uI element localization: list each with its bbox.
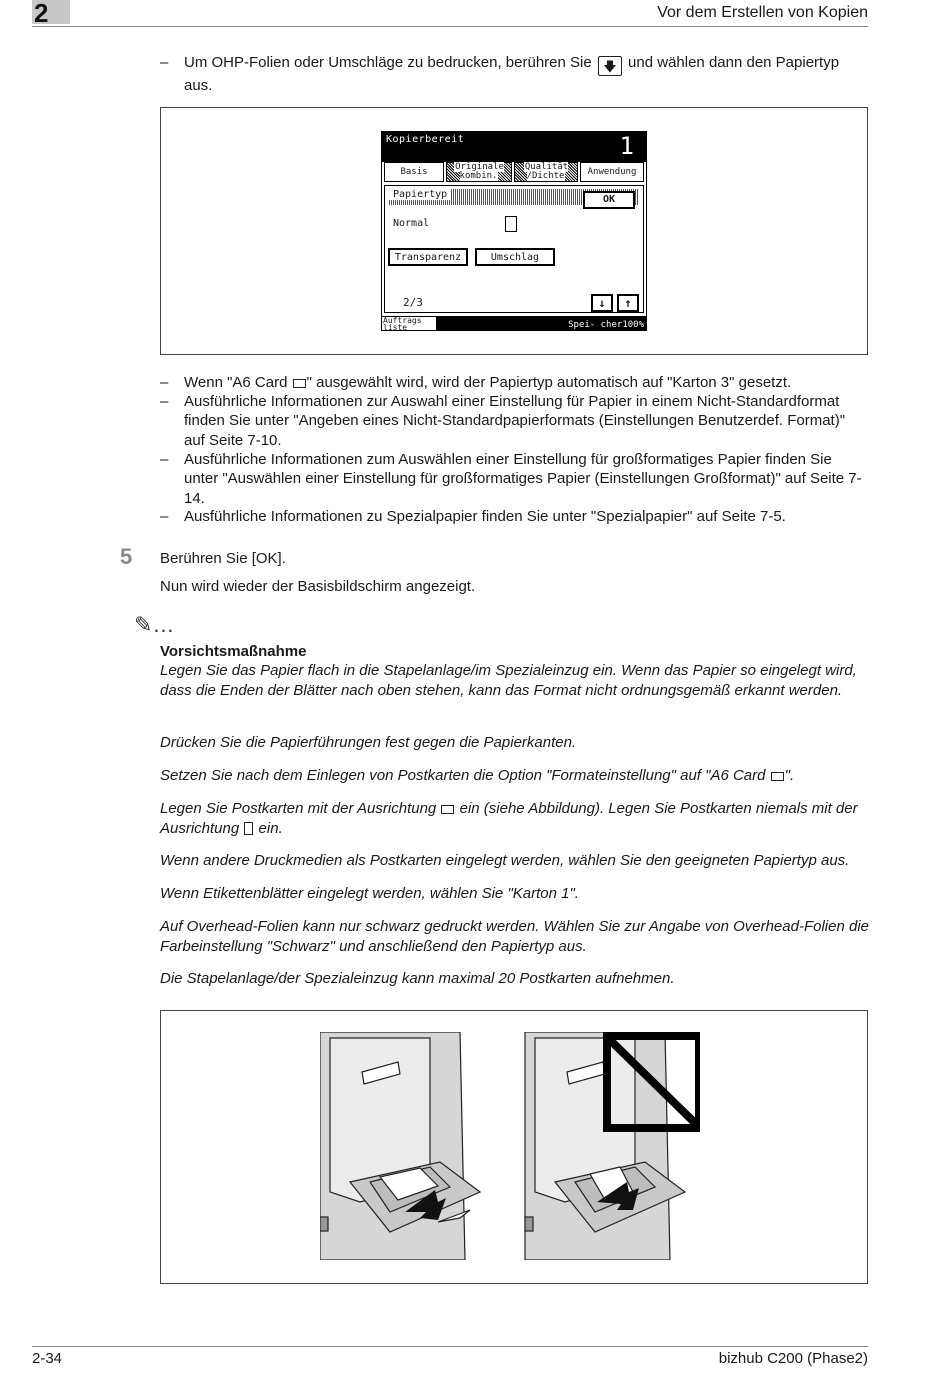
bullet-a6card: – Wenn "A6 Card " ausgewählt wird, wird der Papiertyp automatisch auf "Karton 3" gesetzt.	[160, 374, 792, 391]
job-list-button[interactable]: Auftrags liste	[382, 316, 436, 330]
landscape-card-icon	[293, 379, 306, 388]
up-arrow-icon[interactable]: ↑	[617, 294, 639, 312]
tab-basis[interactable]: Basis	[384, 162, 444, 182]
footer-divider	[32, 1346, 868, 1347]
page-number: 2-34	[32, 1350, 63, 1367]
note-paragraph: Drücken Sie die Papierführungen fest gegen die Papierkanten.	[160, 734, 577, 751]
status-bar	[382, 132, 646, 162]
product-name: bizhub C200 (Phase2)	[718, 1350, 868, 1367]
note-paragraph: Wenn andere Druckmedien als Postkarten eingelegt werden, wählen Sie den geeigneten Papiertyp aus.	[160, 852, 850, 869]
down-arrow-icon: 🡇	[598, 56, 622, 76]
note-paragraph: Legen Sie Postkarten mit der Ausrichtung ein (siehe Abbildung). Legen Sie Postkarten niemals mit der Ausrichtung ein.	[160, 800, 858, 837]
normal-label: Normal	[393, 218, 430, 229]
down-arrow-icon[interactable]: ↓	[591, 294, 613, 312]
step-result: Nun wird wieder der Basisbildschirm angezeigt.	[160, 578, 476, 595]
tab-qualitaet-dichte[interactable]: Qualität /Dichte	[514, 162, 578, 182]
bottom-bar	[382, 316, 646, 330]
landscape-card-icon	[441, 805, 454, 814]
landscape-card-icon	[771, 772, 784, 781]
note-paragraph: Legen Sie das Papier flach in die Stapelanlage/im Spezialeinzug ein. Wenn das Papier so eingelegt wird, dass die Enden der Blätter nach oben stehen, kann das Format nicht ordnungsgemäß erkannt werden.	[160, 662, 857, 699]
step-number: 5	[120, 544, 133, 569]
step-text: Berühren Sie [OK].	[160, 550, 286, 567]
paper-icon	[505, 216, 517, 232]
note-paragraph: Auf Overhead-Folien kann nur schwarz gedruckt werden. Wählen Sie zur Angabe von Overhead-Folien die Farbeinstellung "Schwarz" und anschließend den Papiertyp aus.	[160, 918, 869, 955]
ok-button[interactable]: OK	[583, 191, 635, 209]
pencil-note-icon: ✎…	[134, 612, 175, 637]
bullet-special-paper: – Ausführliche Informationen zu Spezialpapier finden Sie unter "Spezialpapier" auf Seite 7-5.	[160, 508, 786, 525]
note-paragraph: Setzen Sie nach dem Einlegen von Postkarten die Option "Formateinstellung" auf "A6 Card ".	[160, 767, 795, 784]
note-paragraph: Wenn Etikettenblätter eingelegt werden, wählen Sie "Karton 1".	[160, 885, 579, 902]
paper-type-panel	[384, 185, 644, 313]
page-indicator: 2/3	[403, 296, 423, 309]
correct-loading-drawing	[320, 1032, 480, 1260]
panel-title: Papiertyp	[389, 189, 639, 205]
tab-originale-kombin[interactable]: Originale kombin.	[446, 162, 512, 182]
memory-indicator: Spei- cher100%	[568, 320, 644, 330]
header-divider	[32, 26, 868, 27]
portrait-card-icon	[244, 822, 253, 835]
chapter-number: 2	[34, 0, 49, 28]
header-title: Vor dem Erstellen von Kopien	[657, 4, 868, 21]
note-title: Vorsichtsmaßnahme	[160, 643, 307, 660]
status-text: Kopierbereit	[386, 134, 465, 145]
bypass-tray-illustration	[320, 1032, 700, 1260]
copy-count: 1	[619, 132, 634, 160]
umschlag-button[interactable]: Umschlag	[475, 248, 555, 266]
bullet-large-format: – Ausführliche Informationen zum Auswählen einer Einstellung für großformatiges Papier finden Sie unter "Auswählen einer Einstellung für großformatiges Papier (Einstellungen Großformat)" auf Seite 7-14.	[160, 451, 862, 507]
intro-bullet: – Um OHP-Folien oder Umschläge zu bedrucken, berühren Sie 🡇 und wählen dann den Papiertyp aus.	[160, 54, 840, 94]
tab-anwendung[interactable]: Anwendung	[580, 162, 644, 182]
note-paragraph: Die Stapelanlage/der Spezialeinzug kann maximal 20 Postkarten aufnehmen.	[160, 970, 675, 987]
control-panel-screen	[381, 131, 647, 331]
transparenz-button[interactable]: Transparenz	[388, 248, 468, 266]
bullet-nonstandard: – Ausführliche Informationen zur Auswahl einer Einstellung für Papier in einem Nicht-Standardformat finden Sie unter "Angeben eines Nicht-Standardpapierformats (Einstellungen Benutzerdef. Format)" auf Seite 7-10.	[160, 393, 846, 449]
